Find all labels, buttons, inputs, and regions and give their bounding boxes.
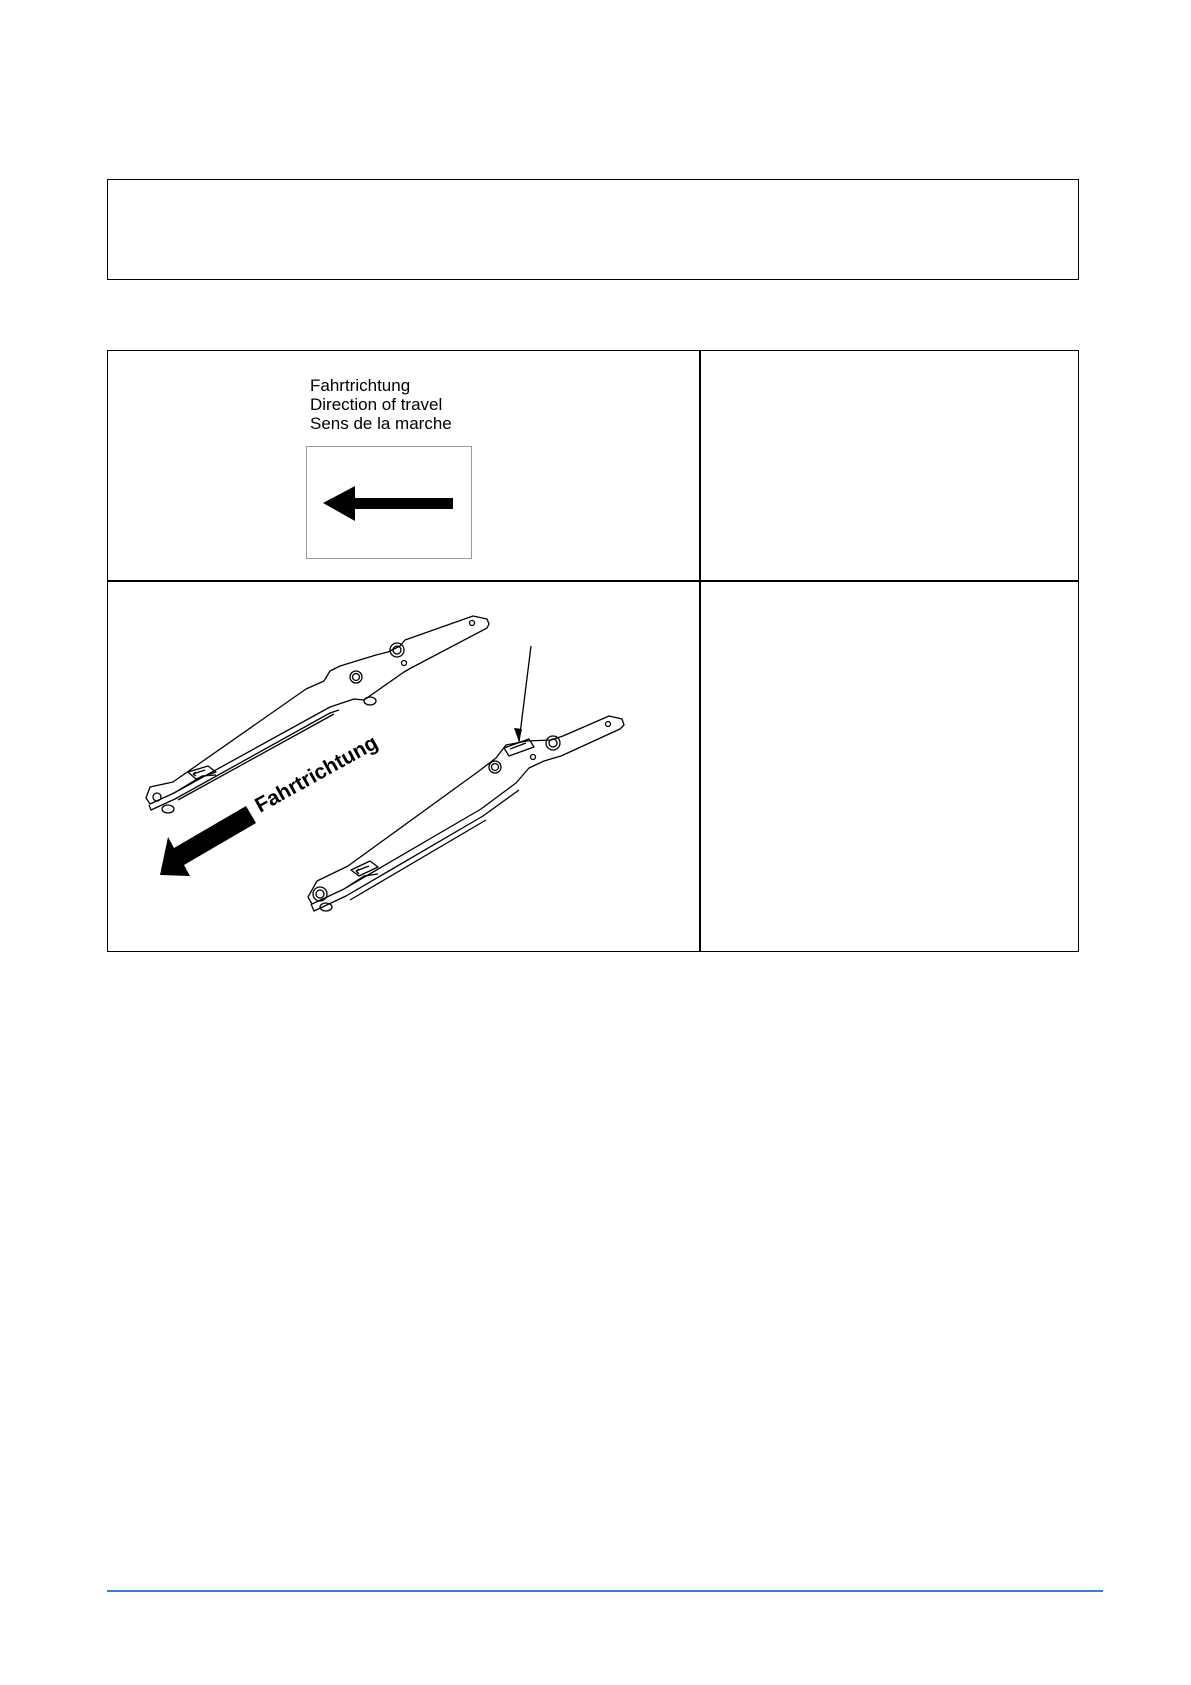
direction-arrow-icon [160, 806, 256, 876]
pointer-line [519, 646, 531, 742]
instruction-table [107, 350, 1079, 952]
pointer-arrowhead [514, 728, 522, 742]
direction-label-french: Sens de la marche [310, 414, 452, 433]
drawing-cell [108, 582, 699, 951]
sign-cell [108, 351, 699, 580]
direction-label [310, 376, 452, 433]
footer-rule [107, 1590, 1103, 1592]
sign-description-cell [701, 351, 1078, 580]
mounting-plates-drawing [108, 582, 699, 951]
direction-label-english: Direction of travel [310, 395, 443, 414]
drawing-direction-label: Fahrtrichtung [251, 731, 382, 818]
drawing-description-cell [701, 582, 1078, 951]
left-arrow-icon [307, 447, 473, 560]
direction-sign [306, 446, 472, 559]
direction-label-german: Fahrtrichtung [310, 376, 411, 395]
header-box [107, 179, 1079, 280]
